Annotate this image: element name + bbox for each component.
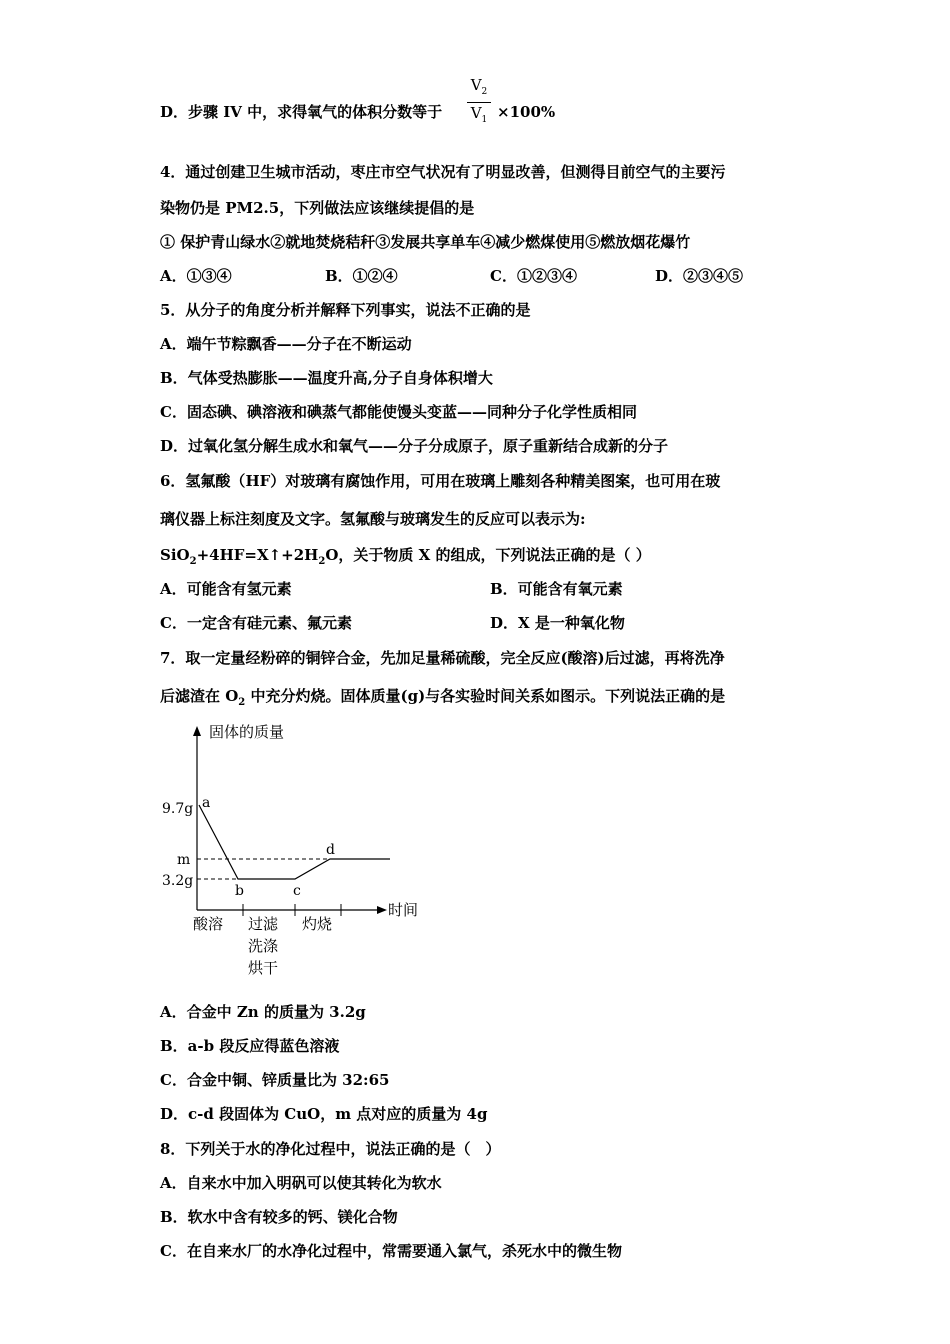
- q8-option-c: C．在自来水厂的水净化过程中，常需要通入氯气，杀死水中的微生物: [160, 1242, 622, 1260]
- stage-filter-label: 过滤: [248, 915, 279, 933]
- q6-option-c: C．一定含有硅元素、氟元素: [160, 614, 352, 632]
- q4-stem-line1: 4．通过创建卫生城市活动，枣庄市空气状况有了明显改善，但测得目前空气的主要污: [160, 163, 726, 181]
- q6-option-a: A．可能含有氢元素: [160, 580, 292, 598]
- mass-curve: [199, 805, 390, 879]
- y-tick-9.7g: 9.7g: [162, 801, 194, 817]
- q6-option-d: D．X 是一种氧化物: [490, 614, 625, 632]
- q6-option-b: B．可能含有氧元素: [490, 580, 623, 598]
- q4-stem-line2: 染物仍是 PM2.5，下列做法应该继续提倡的是: [160, 199, 475, 217]
- stage-acid-label: 酸溶: [193, 915, 224, 933]
- q5-option-b: B．气体受热膨胀——温度升高,分子自身体积增大: [160, 369, 493, 387]
- x-axis-arrow: [377, 906, 387, 914]
- q7-option-c: C．合金中铜、锌质量比为 32:65: [160, 1071, 390, 1089]
- q4-option-c: C．①②③④: [490, 267, 577, 285]
- q3-percent: ×100%: [497, 103, 556, 121]
- stage-dry-label: 烘干: [248, 959, 279, 977]
- y-axis-label: 固体的质量: [209, 723, 285, 741]
- fraction-denominator: $V_1$: [470, 104, 488, 125]
- q7-option-a: A．合金中 Zn 的质量为 3.2g: [160, 1003, 366, 1021]
- fraction-bar: [467, 102, 491, 103]
- volume-fraction: [467, 76, 491, 129]
- point-a-label: a: [202, 795, 211, 811]
- q6-equation: $SiO_2+4HF=X↑+2H_2O$，关于物质 X 的组成，下列说法正确的是（ ）: [160, 546, 651, 567]
- q5-option-c: C．固态碘、碘溶液和碘蒸气都能使馒头变蓝——同种分子化学性质相同: [160, 403, 637, 421]
- q8-option-a: A．自来水中加入明矾可以使其转化为软水: [160, 1174, 442, 1192]
- q4-option-d: D．②③④⑤: [655, 267, 744, 285]
- point-c-label: c: [293, 883, 301, 899]
- q7-stem-line1: 7．取一定量经粉碎的铜锌合金，先加足量稀硫酸，完全反应(酸溶)后过滤，再将洗净: [160, 649, 725, 667]
- q6-stem-line1: 6．氢氟酸（HF）对玻璃有腐蚀作用，可用在玻璃上雕刻各种精美图案，也可用在玻: [160, 472, 721, 490]
- y-axis-arrow: [193, 726, 201, 736]
- q7-option-b: B．a-b 段反应得蓝色溶液: [160, 1037, 340, 1055]
- y-tick-3.2g: 3.2g: [162, 873, 194, 889]
- y-tick-m: m: [177, 852, 191, 868]
- q7-option-d: D．c-d 段固体为 CuO，m 点对应的质量为 4g: [160, 1105, 488, 1123]
- q4-option-b: B．①②④: [325, 267, 398, 285]
- q5-option-d: D．过氧化氢分解生成水和氧气——分子分成原子，原子重新结合成新的分子: [160, 437, 669, 455]
- q8-stem: 8．下列关于水的净化过程中，说法正确的是（ ）: [160, 1140, 501, 1158]
- q5-stem: 5．从分子的角度分析并解释下列事实，说法不正确的是: [160, 301, 531, 319]
- q7-stem-line2: 后滤渣在 $O_2$ 中充分灼烧。固体质量(g)与各实验时间关系如图示。下列说法正确的是: [160, 687, 726, 708]
- q4-option-a: A．①③④: [160, 267, 232, 285]
- q5-option-a: A．端午节粽飘香——分子在不断运动: [160, 335, 412, 353]
- x-axis-label: 时间: [388, 901, 419, 919]
- mass-time-chart: [155, 718, 435, 988]
- fraction-numerator: $V_2$: [470, 76, 488, 97]
- stage-wash-label: 洗涤: [248, 937, 279, 955]
- q8-option-b: B．软水中含有较多的钙、镁化合物: [160, 1208, 398, 1226]
- q4-choices: ① 保护青山绿水②就地焚烧秸秆③发展共享单车④减少燃煤使用⑤燃放烟花爆竹: [160, 233, 691, 251]
- q3-option-d: D．步骤 IV 中，求得氧气的体积分数等于: [160, 103, 443, 121]
- q6-stem-line2: 璃仪器上标注刻度及文字。氢氟酸与玻璃发生的反应可以表示为:: [160, 510, 586, 528]
- point-b-label: b: [235, 883, 244, 899]
- stage-burn-label: 灼烧: [302, 915, 333, 933]
- point-d-label: d: [326, 842, 335, 858]
